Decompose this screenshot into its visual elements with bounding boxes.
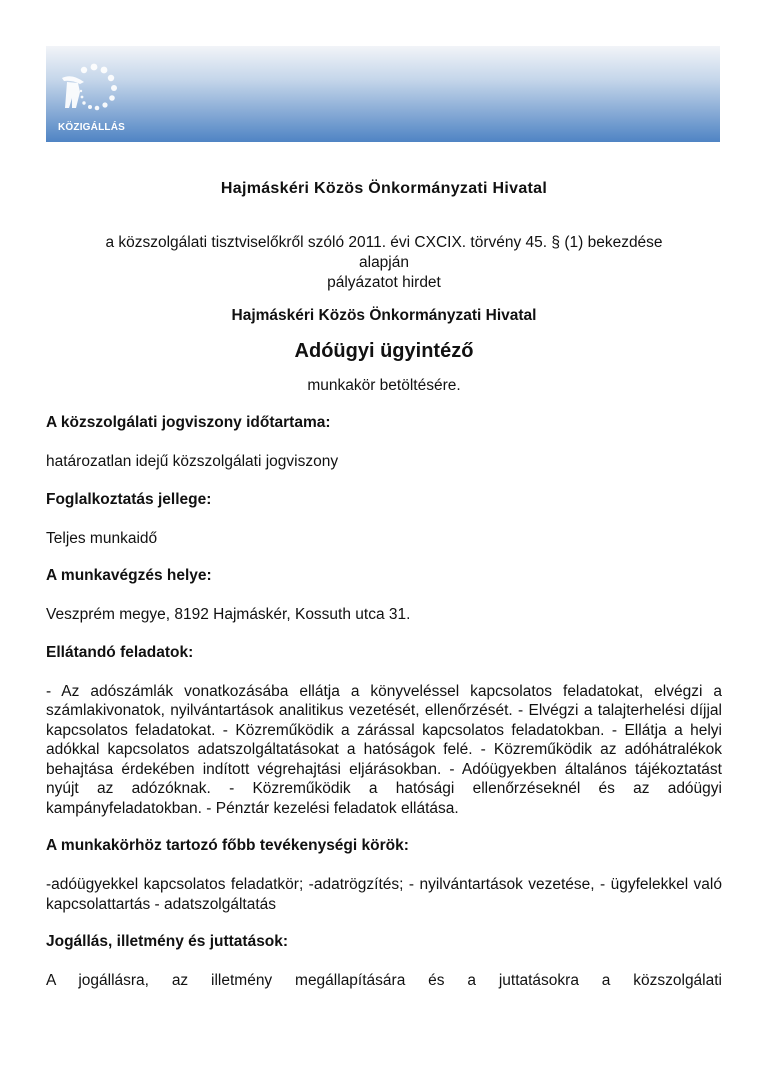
section-heading: A munkavégzés helye: [46, 567, 212, 584]
intro-line-2: alapján [359, 254, 409, 271]
section-heading: Foglalkoztatás jellege: [46, 490, 212, 508]
section-body: Veszprém megye, 8192 Hajmáskér, Kossuth utca 31. [46, 606, 411, 623]
logo-text: KÖZIGÁLLÁS [58, 122, 125, 133]
section-workplace [46, 567, 722, 625]
org-name-secondary: Hajmáskéri Közös Önkormányzati Hivatal [231, 307, 537, 324]
section-body: Teljes munkaidő [46, 529, 158, 547]
section-employment-type [46, 491, 722, 549]
intro-line-1: a közszolgálati tisztviselőkről szóló 2011. évi CXCIX. törvény 45. § (1) bekezdése [105, 234, 663, 251]
document-page [46, 180, 722, 991]
intro-line-3: pályázatot hirdet [327, 274, 441, 291]
section-heading: A munkakörhöz tartozó főbb tevékenységi körök: [46, 837, 409, 854]
section-tasks [46, 644, 722, 819]
section-body: határozatlan idejű közszolgálati jogviszony [46, 453, 339, 470]
section-heading: A közszolgálati jogviszony időtartama: [46, 414, 331, 431]
job-subtitle: munkakör betöltésére. [307, 377, 461, 394]
org-title: Hajmáskéri Közös Önkormányzati Hivatal [220, 180, 548, 197]
section-heading: Jogállás, illetmény és juttatások: [46, 933, 289, 950]
kozigallas-banner [46, 46, 720, 142]
section-heading: Ellátandó feladatok: [46, 643, 194, 661]
section-activities [46, 837, 722, 914]
section-legal-status [46, 933, 722, 991]
job-title: Adóügyi ügyintéző [294, 340, 474, 362]
section-body: A jogállásra, az illetmény megállapítására és a juttatásokra a közszolgálati [46, 972, 722, 989]
section-body: - Az adószámlák vonatkozásába ellátja a könyveléssel kapcsolatos feladatokat, elvégzi a számlakivonatok, nyilvántartások analitikus vezetését, ellenőrzését. - Elvégzi a talajterhelési díjjal kapcsolatos feladatokat. - Közreműködik a zárással kapcsolatos feladatokban. - Ellátja a helyi adókkal kapcsolatos adatszolgáltatásokat a hatóságok felé. - Közreműködik az adóhátralékok behajtása érdekében indított végrehajtási eljárásokban. - Adóügyekben általános tájékoztatást nyújt az adózóknak. - Közreműködik a hatósági ellenőrzéseknél és az adóügyi kampányfeladatokban. - Pénztár kezelési feladatok ellátása. [46, 682, 722, 817]
section-duration [46, 414, 722, 472]
intro-text [46, 233, 722, 293]
section-body: -adóügyekkel kapcsolatos feladatkör; -adatrögzítés; - nyilvántartások vezetése, - ügyfelekkel való kapcsolattartás - adatszolgáltatás [46, 876, 722, 913]
